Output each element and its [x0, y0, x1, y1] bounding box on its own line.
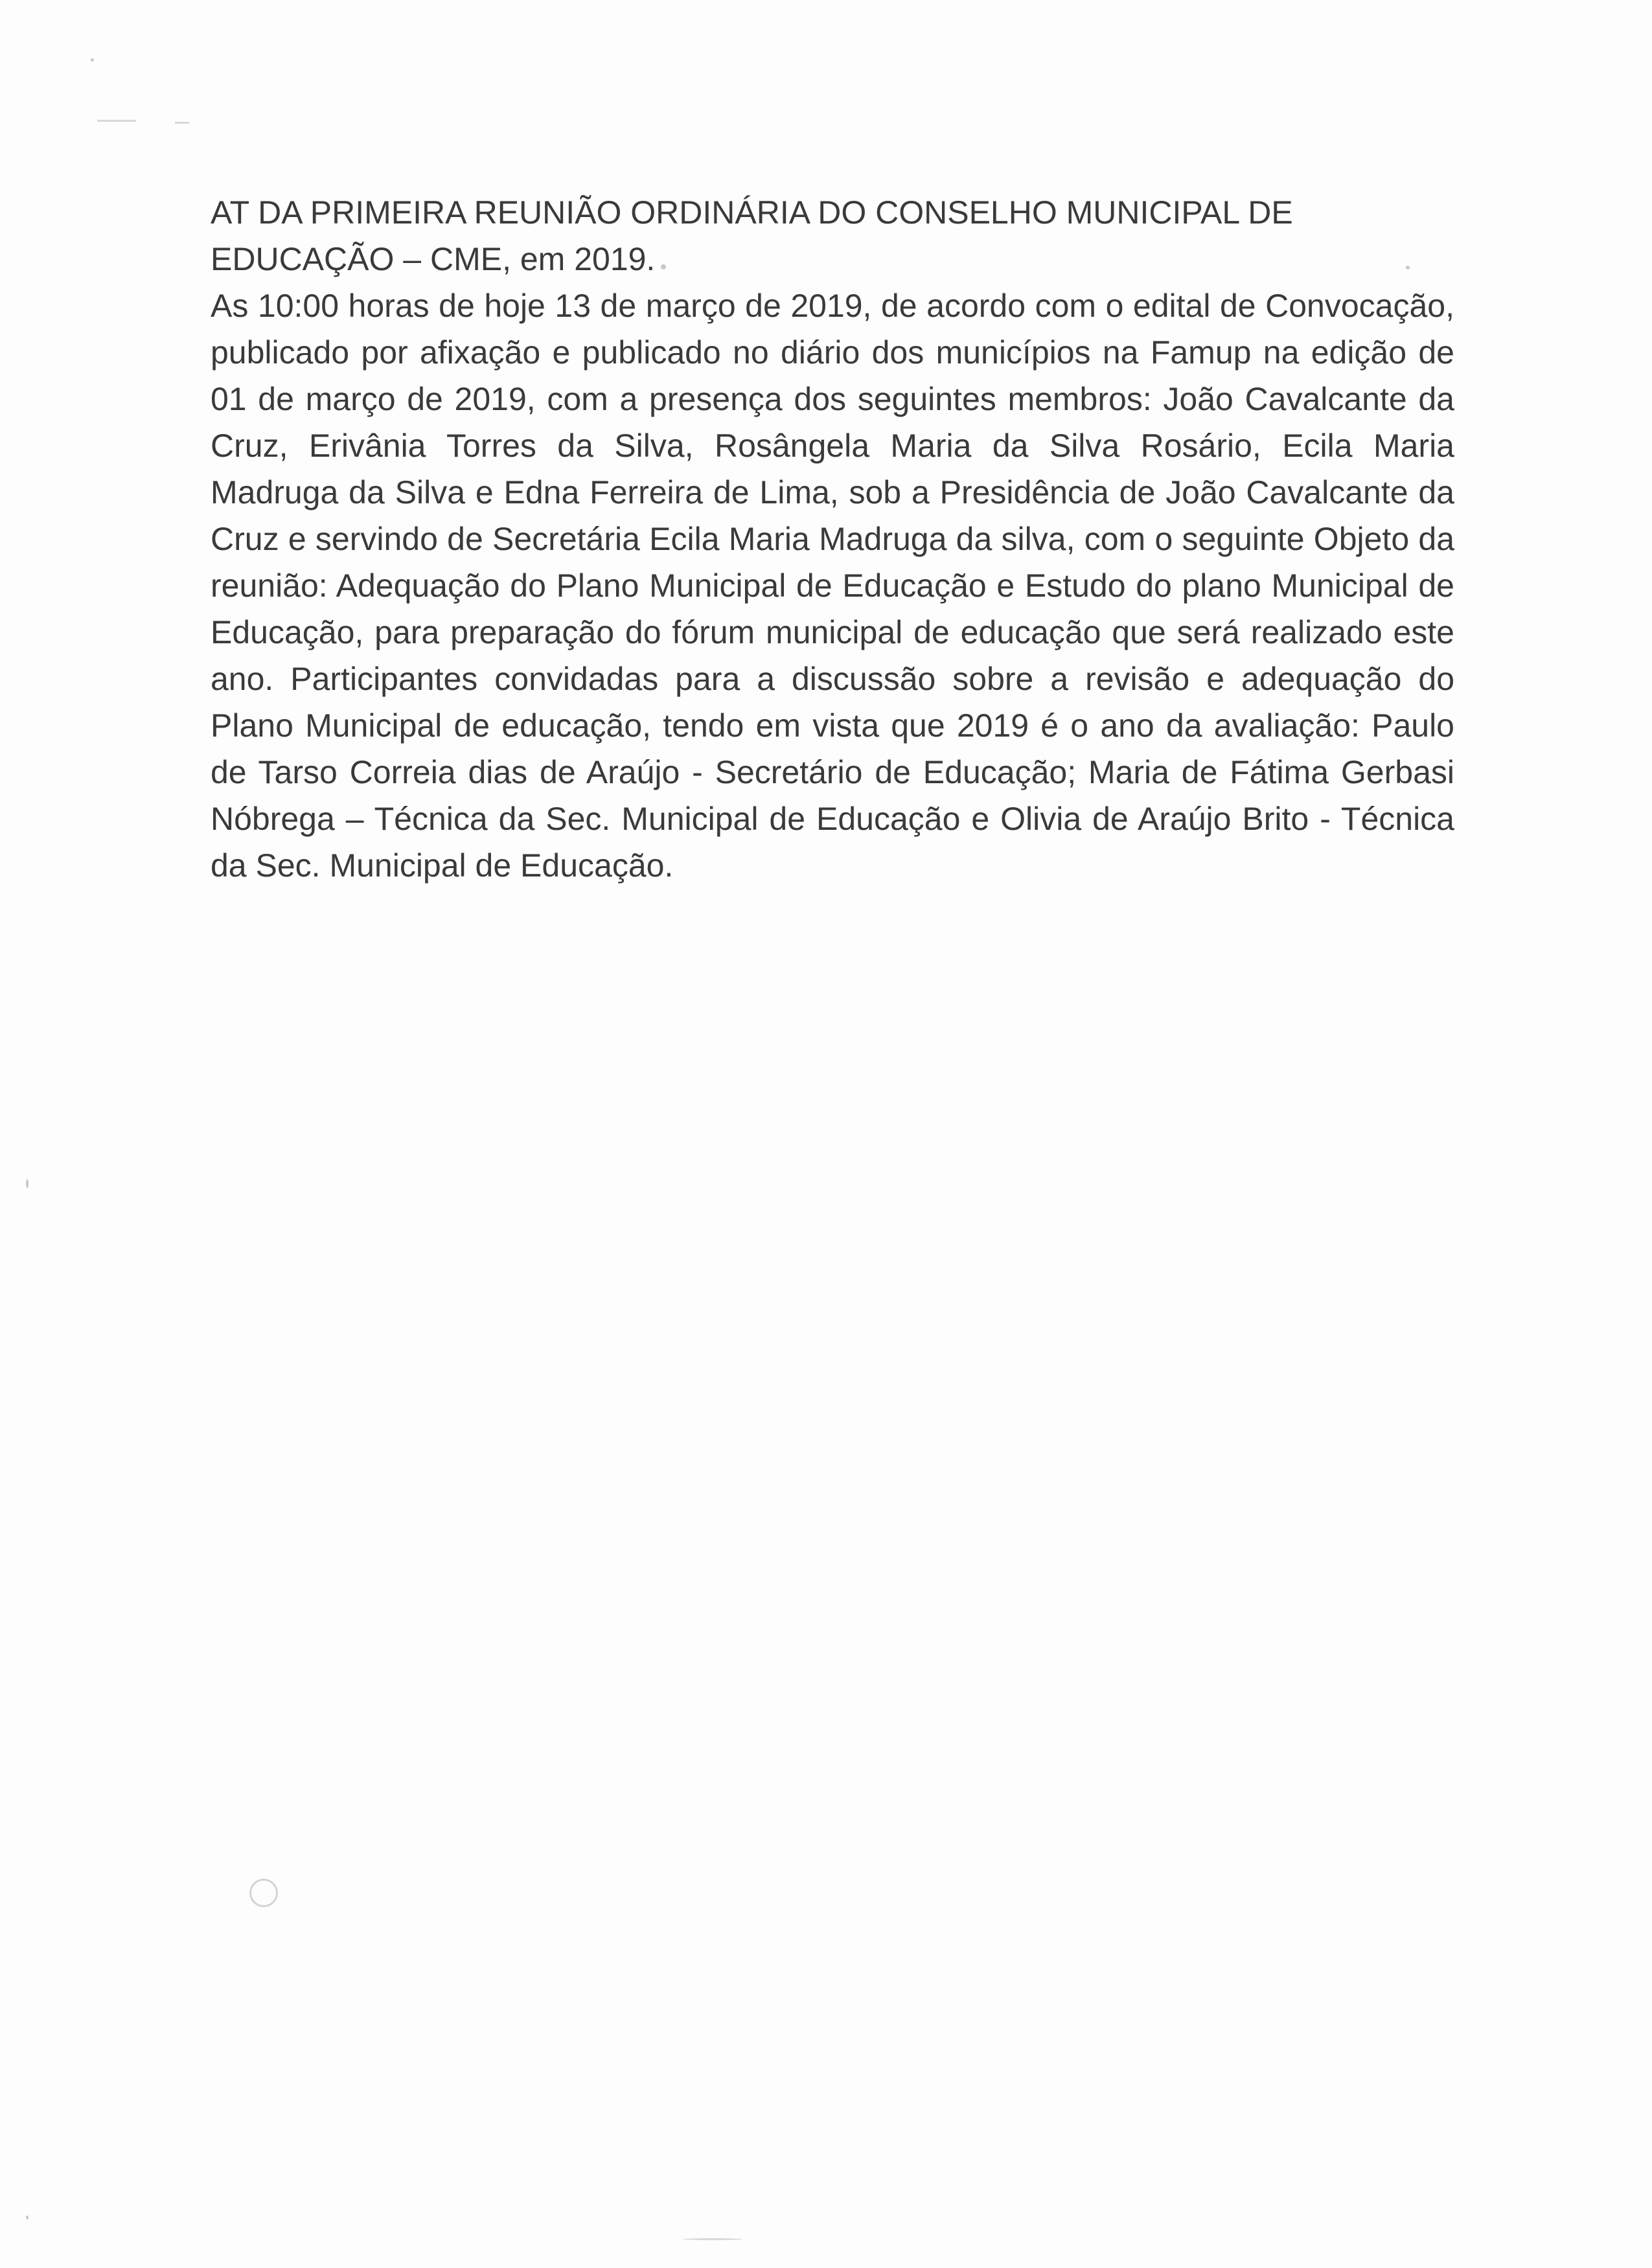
- scan-mark: [97, 120, 136, 122]
- document-content: [211, 189, 1454, 889]
- document-title: AT DA PRIMEIRA REUNIÃO ORDINÁRIA DO CONSELHO MUNICIPAL DE EDUCAÇÃO – CME, em 2019.: [211, 194, 1293, 277]
- scan-mark: [683, 2238, 742, 2240]
- document-body: As 10:00 horas de hoje 13 de março de 2019, de acordo com o edital de Convocação, publicado por afixação e publicado no diário dos municípios na Famup na edição de 01 de março de 2019, com a presença dos seguintes membros: João Cavalcante da Cruz, Erivânia Torres da Silva, Rosângela Maria da Silva Rosário, Ecila Maria Madruga da Silva e Edna Ferreira de Lima, sob a Presidência de João Cavalcante da Cruz e servindo de Secretária Ecila Maria Madruga da silva, com o seguinte Objeto da reunião: Adequação do Plano Municipal de Educação e Estudo do plano Municipal de Educação, para preparação do fórum municipal de educação que será realizado este ano. Participantes convidadas para a discussão sobre a revisão e adequação do Plano Municipal de educação, tendo em vista que 2019 é o ano da avaliação: Paulo de Tarso Correia dias de Araújo - Secretário de Educação; Maria de Fátima Gerbasi Nóbrega – Técnica da Sec. Municipal de Educação e Olivia de Araújo Brito - Técnica da Sec. Municipal de Educação.: [211, 288, 1454, 884]
- scan-mark: [175, 122, 189, 124]
- scan-smudge: [249, 1879, 278, 1907]
- scan-speck: [91, 58, 94, 62]
- scan-speck: [26, 2216, 29, 2219]
- scan-speck: [26, 1179, 29, 1188]
